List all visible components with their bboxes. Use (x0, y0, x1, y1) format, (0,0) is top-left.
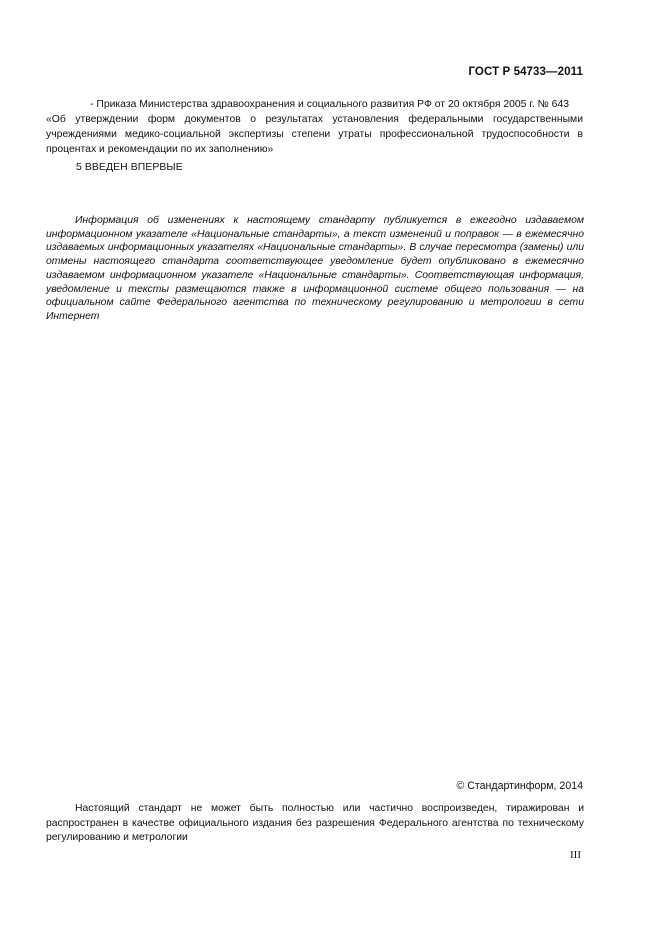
order-reference (46, 97, 583, 157)
order-reference-title: - Приказа Министерства здравоохранения и социального развития РФ от 20 октября 2005 г. № 643 (90, 99, 570, 110)
section-5-introduced-first: 5 ВВЕДЕН ВПЕРВЫЕ (76, 162, 183, 173)
standard-code-header: ГОСТ Р 54733—2011 (468, 66, 583, 78)
page-number: III (570, 849, 581, 861)
amendments-info-paragraph: Информация об изменениях к настоящему стандарту публикуется в ежегодно издаваемом информационном указателе «Национальные стандарты», а текст изменений и поправок — в ежемесячно издаваемых информационных указателях «Национальные стандарты». В случае пересмотра (замены) или отмены настоящего стандарта соответствующее уведомление будет опубликовано в ежемесячно издаваемом информационном указателе «Национальные стандарты». Соответствующая информация, уведомление и тексты размещаются также в информационной системе общего пользования — на официальном сайте Федерального агентства по техническому регулированию и метрологии в сети Интернет (46, 215, 584, 322)
order-reference-text: «Об утверждении форм документов о результатах установления федеральными государственными учреждениями медико-социальной экспертизы степени утраты профессиональной трудоспособности в процентах и рекомендации по их заполнению» (46, 114, 583, 155)
copyright-notice: © Стандартинформ, 2014 (456, 780, 583, 792)
reproduction-disclaimer: Настоящий стандарт не может быть полностью или частично воспроизведен, тиражирован и распространен в качестве официального издания без разрешения Федерального агентства по техническому регулированию и метрологии (46, 803, 584, 844)
